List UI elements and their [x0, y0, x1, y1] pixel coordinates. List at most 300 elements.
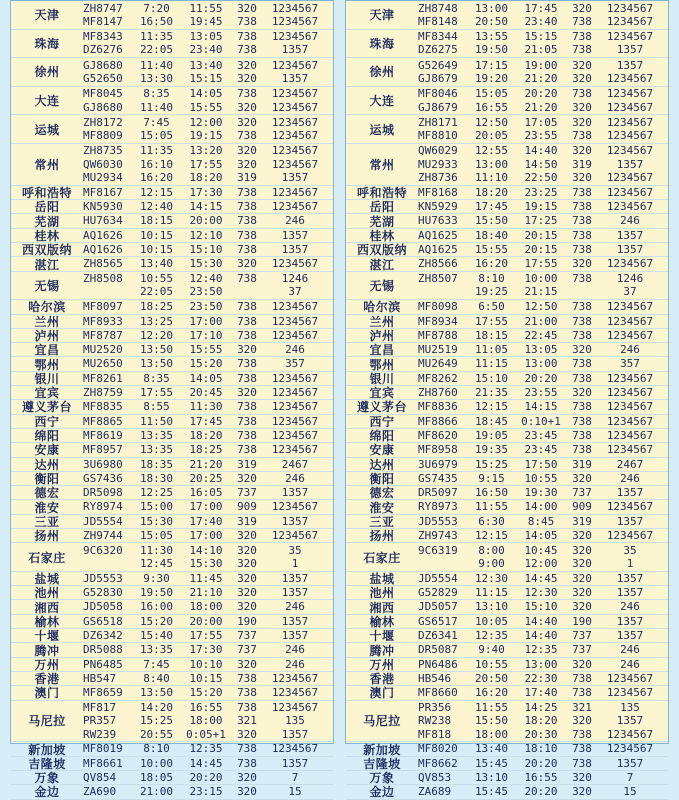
- arrival-time: 19:15: [524, 200, 558, 214]
- departure-time: 7:45: [143, 657, 170, 671]
- aircraft-type: [232, 285, 262, 298]
- flight-row: [83, 557, 333, 570]
- arrival-time: 14:00: [524, 500, 558, 514]
- operating-days: 1234567: [606, 300, 654, 314]
- operating-days: 1357: [616, 43, 644, 57]
- city-name: 哈尔滨: [28, 300, 66, 315]
- flight-number: DR5098: [83, 486, 123, 500]
- arrival-time: 12:00: [189, 115, 223, 129]
- aircraft-type: 738: [572, 243, 592, 257]
- flight-row: [418, 2, 668, 15]
- flight-row: [418, 785, 668, 798]
- flight-row: [418, 200, 668, 213]
- flight-number: MF8934: [418, 314, 458, 328]
- city-name: 湘西: [34, 600, 60, 615]
- aircraft-type: 738: [572, 14, 592, 28]
- flight-number: GJ8679: [418, 100, 458, 114]
- arrival-time: 14:05: [189, 87, 223, 101]
- city-name: 安康: [34, 443, 60, 458]
- flight-row: [83, 771, 333, 784]
- operating-days: 1234567: [606, 314, 654, 328]
- city-name: 扬州: [34, 529, 60, 544]
- flight-row: [418, 30, 668, 43]
- city-name: 榆林: [369, 614, 395, 629]
- operating-days: 246: [620, 214, 640, 228]
- arrival-time: 14:25: [524, 701, 558, 715]
- departure-time: 20:55: [139, 727, 174, 741]
- flight-row: [83, 486, 333, 499]
- flight-number: MF8620: [418, 428, 458, 442]
- flight-number: AQ1626: [83, 243, 123, 257]
- departure-time: 17:55: [474, 314, 509, 328]
- arrival-time: 20:20: [524, 785, 558, 799]
- arrival-time: 14:40: [524, 614, 558, 628]
- aircraft-type: 320: [572, 257, 592, 271]
- aircraft-type: 738: [237, 87, 257, 101]
- flight-number: MF818: [418, 727, 452, 741]
- aircraft-type: 320: [237, 100, 257, 114]
- aircraft-type: 320: [237, 71, 257, 85]
- flight-number: QV854: [83, 771, 117, 785]
- operating-days: 1234567: [606, 414, 654, 428]
- aircraft-type: 320: [572, 471, 592, 485]
- flight-number: ZH8759: [83, 386, 123, 400]
- departure-time: 12:20: [139, 328, 174, 342]
- operating-days: 1357: [616, 228, 644, 242]
- departure-time: 13:50: [139, 686, 174, 700]
- city-group: [346, 701, 668, 743]
- arrival-time: 20:00: [189, 614, 223, 628]
- arrival-time: 14:45: [189, 756, 223, 770]
- flight-number: MF8262: [418, 371, 458, 385]
- flight-number: ZH8171: [418, 115, 458, 129]
- schedule-panel-right: [345, 0, 669, 800]
- flight-number: JD5057: [418, 600, 458, 614]
- city-name: 淮安: [34, 500, 60, 515]
- city-name: 西双版纳: [21, 243, 72, 258]
- operating-days: 1234567: [271, 300, 319, 314]
- departure-time: 8:35: [143, 87, 170, 101]
- operating-days: 1234567: [606, 30, 654, 44]
- aircraft-type: 320: [572, 785, 592, 799]
- operating-days: 1234567: [271, 58, 319, 72]
- operating-days: 1357: [281, 614, 309, 628]
- city-name: 盐城: [34, 572, 60, 587]
- arrival-time: 17:00: [189, 500, 223, 514]
- departure-time: 15:55: [474, 243, 509, 257]
- departure-time: 13:00: [474, 1, 509, 15]
- city-name: 西宁: [34, 414, 60, 429]
- flight-number: 3U6979: [418, 457, 458, 471]
- flight-number: MF8019: [83, 742, 123, 756]
- operating-days: 1234567: [606, 386, 654, 400]
- arrival-time: 10:10: [189, 657, 223, 671]
- arrival-time: 20:20: [189, 771, 223, 785]
- city-name: 大连: [34, 94, 60, 109]
- departure-time: 10:15: [139, 243, 174, 257]
- flight-row: [83, 30, 333, 43]
- flight-row: [418, 386, 668, 399]
- city-name: 天津: [369, 8, 395, 23]
- city-name: 万象: [369, 771, 395, 786]
- flight-row: [418, 272, 668, 285]
- city-name: 湘西: [369, 600, 395, 615]
- departure-time: 15:00: [139, 500, 174, 514]
- flight-number: GJ8679: [418, 71, 458, 85]
- city-group: [11, 1, 333, 30]
- city-name: 运城: [34, 122, 60, 137]
- aircraft-type: 320: [572, 600, 592, 614]
- departure-time: 8:55: [143, 400, 170, 414]
- departure-time: 13:40: [474, 742, 509, 756]
- city-name: 西双版纳: [356, 243, 407, 258]
- arrival-time: 17:45: [189, 414, 223, 428]
- flight-row: [83, 116, 333, 129]
- departure-time: 15:30: [139, 514, 174, 528]
- arrival-time: 15:30: [189, 557, 223, 571]
- arrival-time: 18:10: [524, 742, 558, 756]
- flight-row: [83, 515, 333, 528]
- departure-time: 11:35: [139, 30, 174, 44]
- city-name: 银川: [34, 371, 60, 386]
- operating-days: 357: [620, 357, 640, 371]
- flight-number: AQ1625: [418, 243, 458, 257]
- city-name: 池州: [369, 586, 395, 601]
- city-name: 宜昌: [369, 343, 395, 358]
- departure-time: 15:10: [474, 371, 509, 385]
- city-name: 珠海: [34, 36, 60, 51]
- operating-days: 246: [620, 343, 640, 357]
- schedule-panel-left: [10, 0, 334, 800]
- departure-time: 6:30: [478, 514, 505, 528]
- flight-number: GS6517: [418, 614, 458, 628]
- flight-row: [418, 600, 668, 613]
- aircraft-type: 738: [572, 43, 592, 57]
- arrival-time: 21:15: [524, 285, 558, 299]
- flight-number: 3U6980: [83, 457, 123, 471]
- flight-number: G52649: [418, 58, 458, 72]
- arrival-time: 15:15: [189, 71, 223, 85]
- city-group: [11, 30, 333, 59]
- arrival-time: 10:15: [189, 671, 223, 685]
- operating-days: 1234567: [271, 100, 319, 114]
- arrival-time: 23:45: [524, 443, 558, 457]
- operating-days: 1357: [616, 243, 644, 257]
- operating-days: 1357: [281, 727, 309, 741]
- flight-number: MF8619: [83, 428, 123, 442]
- aircraft-type: 320: [237, 727, 257, 741]
- operating-days: 1234567: [606, 328, 654, 342]
- operating-days: 1234567: [271, 500, 319, 514]
- aircraft-type: 320: [237, 657, 257, 671]
- aircraft-type: 738: [572, 357, 592, 371]
- flight-row: [83, 272, 333, 285]
- operating-days: 1234567: [271, 14, 319, 28]
- flight-row: [418, 572, 668, 585]
- operating-days: 1234567: [606, 115, 654, 129]
- aircraft-type: 319: [237, 514, 257, 528]
- departure-time: 9:15: [478, 471, 505, 485]
- flight-row: [418, 101, 668, 114]
- aircraft-type: 738: [572, 30, 592, 44]
- operating-days: 246: [285, 657, 305, 671]
- flight-number: ZH9743: [418, 528, 458, 542]
- city-name: 鄂州: [369, 357, 395, 372]
- aircraft-type: 738: [572, 129, 592, 143]
- flight-number: 9C6320: [83, 543, 123, 557]
- flight-number: MF8809: [83, 129, 123, 143]
- arrival-time: 23:55: [524, 129, 558, 143]
- operating-days: 1357: [281, 243, 309, 257]
- departure-time: 20:50: [474, 14, 509, 28]
- operating-days: 1234567: [271, 87, 319, 101]
- aircraft-type: 738: [572, 414, 592, 428]
- aircraft-type: 738: [572, 727, 592, 741]
- city-name: 吉隆坡: [363, 756, 401, 771]
- city-name: 石家庄: [363, 550, 401, 565]
- flight-row: [83, 600, 333, 613]
- operating-days: 246: [620, 471, 640, 485]
- operating-days: 246: [285, 214, 305, 228]
- city-name: 腾冲: [369, 643, 395, 658]
- flight-row: [83, 129, 333, 142]
- operating-days: 1234567: [271, 443, 319, 457]
- arrival-time: 17:45: [524, 1, 558, 15]
- arrival-time: 10:55: [524, 471, 558, 485]
- arrival-time: 16:55: [189, 701, 223, 715]
- departure-time: 17:45: [474, 200, 509, 214]
- flight-number: PN6486: [418, 657, 458, 671]
- flight-number: MF8933: [83, 314, 123, 328]
- city-name: 西宁: [369, 414, 395, 429]
- arrival-time: 21:20: [524, 100, 558, 114]
- flight-row: [83, 214, 333, 227]
- departure-time: 16:50: [474, 486, 509, 500]
- aircraft-type: 738: [237, 314, 257, 328]
- flight-number: MU2519: [418, 343, 458, 357]
- city-name: 岳阳: [369, 200, 395, 215]
- aircraft-type: 738: [572, 671, 592, 685]
- arrival-time: 13:20: [189, 144, 223, 158]
- flight-row: [418, 757, 668, 770]
- flight-row: [418, 357, 668, 370]
- city-name: 盐城: [369, 572, 395, 587]
- departure-time: 18:00: [474, 727, 509, 741]
- aircraft-type: 738: [237, 671, 257, 685]
- departure-time: 18:15: [139, 214, 174, 228]
- operating-days: 1357: [281, 571, 309, 585]
- city-name: 桂林: [34, 228, 60, 243]
- flight-row: [83, 357, 333, 370]
- operating-days: 1234567: [606, 129, 654, 143]
- departure-time: 13:35: [139, 428, 174, 442]
- flight-row: [83, 229, 333, 242]
- operating-days: 1357: [281, 756, 309, 770]
- city-group: [11, 272, 333, 301]
- operating-days: 1234567: [606, 400, 654, 414]
- aircraft-type: 320: [237, 586, 257, 600]
- aircraft-type: 320: [237, 557, 257, 571]
- arrival-time: 20:30: [524, 727, 558, 741]
- flight-number: G52829: [418, 586, 458, 600]
- city-name: 遵义茅台: [21, 400, 72, 415]
- aircraft-type: 738: [237, 300, 257, 314]
- flight-row: [418, 116, 668, 129]
- flight-row: [83, 472, 333, 485]
- city-group: [11, 115, 333, 144]
- operating-days: 1234567: [606, 171, 654, 185]
- operating-days: 1234567: [271, 328, 319, 342]
- flight-number: ZA690: [83, 785, 117, 799]
- flight-row: [418, 728, 668, 741]
- flight-row: [418, 615, 668, 628]
- aircraft-type: 738: [237, 129, 257, 143]
- flight-row: [83, 43, 333, 56]
- aircraft-type: 320: [572, 100, 592, 114]
- aircraft-type: 738: [237, 686, 257, 700]
- aircraft-type: 319: [572, 457, 592, 471]
- operating-days: 1234567: [606, 443, 654, 457]
- flight-number: PR357: [83, 714, 117, 728]
- arrival-time: 19:45: [189, 14, 223, 28]
- operating-days: 1: [291, 557, 299, 571]
- flight-number: MF8810: [418, 129, 458, 143]
- aircraft-type: 738: [572, 200, 592, 214]
- flight-row: [83, 742, 333, 755]
- city-group: [11, 543, 333, 572]
- flight-number: ZH8565: [83, 257, 123, 271]
- city-name: 大连: [369, 94, 395, 109]
- departure-time: 15:05: [139, 129, 174, 143]
- operating-days: 1357: [616, 486, 644, 500]
- operating-days: 1357: [281, 228, 309, 242]
- arrival-time: 14:45: [524, 571, 558, 585]
- city-name: 泸州: [34, 328, 60, 343]
- departure-time: 18:20: [474, 185, 509, 199]
- aircraft-type: 320: [572, 115, 592, 129]
- city-name: 遵义茅台: [356, 400, 407, 415]
- city-group: [346, 272, 668, 301]
- operating-days: 1234567: [271, 200, 319, 214]
- operating-days: 1357: [616, 614, 644, 628]
- departure-time: 15:45: [474, 756, 509, 770]
- departure-time: 13:10: [474, 600, 509, 614]
- city-name: 金边: [34, 785, 60, 800]
- operating-days: 1357: [281, 514, 309, 528]
- arrival-time: 15:10: [189, 243, 223, 257]
- aircraft-type: 738: [572, 400, 592, 414]
- aircraft-type: 738: [237, 185, 257, 199]
- city-name: 呼和浩特: [356, 186, 407, 201]
- city-group: [11, 87, 333, 116]
- operating-days: 1246: [616, 272, 644, 286]
- operating-days: 35: [623, 543, 637, 557]
- city-name: 安康: [369, 443, 395, 458]
- departure-time: 15:25: [474, 457, 509, 471]
- arrival-time: 14:05: [189, 371, 223, 385]
- flight-row: [418, 214, 668, 227]
- flight-number: MF8661: [83, 756, 123, 770]
- departure-time: 19:05: [474, 428, 509, 442]
- flight-number: ZA689: [418, 785, 452, 799]
- aircraft-type: 320: [572, 571, 592, 585]
- aircraft-type: 320: [572, 557, 592, 571]
- departure-time: 11:15: [474, 357, 509, 371]
- city-name: 澳门: [34, 686, 60, 701]
- city-name: 湛江: [34, 257, 60, 272]
- flight-row: [83, 59, 333, 72]
- flight-row: [83, 15, 333, 28]
- flight-row: [418, 701, 668, 714]
- departure-time: 18:15: [474, 328, 509, 342]
- city-name: 扬州: [369, 529, 395, 544]
- flight-number: MF8958: [418, 443, 458, 457]
- aircraft-type: 738: [237, 272, 257, 286]
- aircraft-type: 738: [572, 228, 592, 242]
- aircraft-type: 320: [237, 386, 257, 400]
- flight-row: [83, 243, 333, 256]
- operating-days: 357: [285, 357, 305, 371]
- flight-number: MU2520: [83, 343, 123, 357]
- aircraft-type: 738: [237, 742, 257, 756]
- arrival-time: 12:30: [524, 586, 558, 600]
- flight-number: RY8974: [83, 500, 123, 514]
- flight-number: ZH9744: [83, 528, 123, 542]
- arrival-time: 11:45: [189, 571, 223, 585]
- arrival-time: 13:40: [189, 58, 223, 72]
- flight-number: MF8261: [83, 371, 123, 385]
- flight-number: ZH8736: [418, 171, 458, 185]
- arrival-time: 21:10: [189, 586, 223, 600]
- flight-row: [83, 785, 333, 798]
- flight-number: MF8865: [83, 414, 123, 428]
- operating-days: 1234567: [271, 115, 319, 129]
- flight-row: [418, 500, 668, 513]
- flight-number: G52830: [83, 586, 123, 600]
- city-name: 芜湖: [34, 214, 60, 229]
- departure-time: 12:40: [139, 200, 174, 214]
- city-name: 兰州: [34, 314, 60, 329]
- departure-time: 13:00: [474, 157, 509, 171]
- arrival-time: 13:00: [524, 357, 558, 371]
- departure-time: 12:45: [139, 557, 174, 571]
- arrival-time: 11:30: [189, 400, 223, 414]
- departure-time: 19:35: [474, 443, 509, 457]
- city-name: 万象: [34, 771, 60, 786]
- operating-days: 7: [626, 771, 634, 785]
- city-name: 运城: [369, 122, 395, 137]
- departure-time: 13:55: [474, 30, 509, 44]
- flight-row: [418, 129, 668, 142]
- flight-row: [83, 714, 333, 727]
- operating-days: 1357: [281, 629, 309, 643]
- departure-time: 16:00: [139, 600, 174, 614]
- operating-days: 1234567: [606, 686, 654, 700]
- arrival-time: 17:00: [189, 528, 223, 542]
- flight-number: JD5553: [418, 514, 458, 528]
- city-name: 新加坡: [363, 742, 401, 757]
- city-name: 常州: [34, 157, 60, 172]
- flight-number: ZH8507: [418, 272, 458, 286]
- city-name: 吉隆坡: [28, 756, 66, 771]
- departure-time: 16:20: [139, 171, 174, 185]
- aircraft-type: 738: [572, 686, 592, 700]
- flight-row: [418, 300, 668, 313]
- operating-days: 1234567: [271, 185, 319, 199]
- arrival-time: 18:20: [189, 428, 223, 442]
- operating-days: 1246: [281, 272, 309, 286]
- operating-days: 246: [620, 600, 640, 614]
